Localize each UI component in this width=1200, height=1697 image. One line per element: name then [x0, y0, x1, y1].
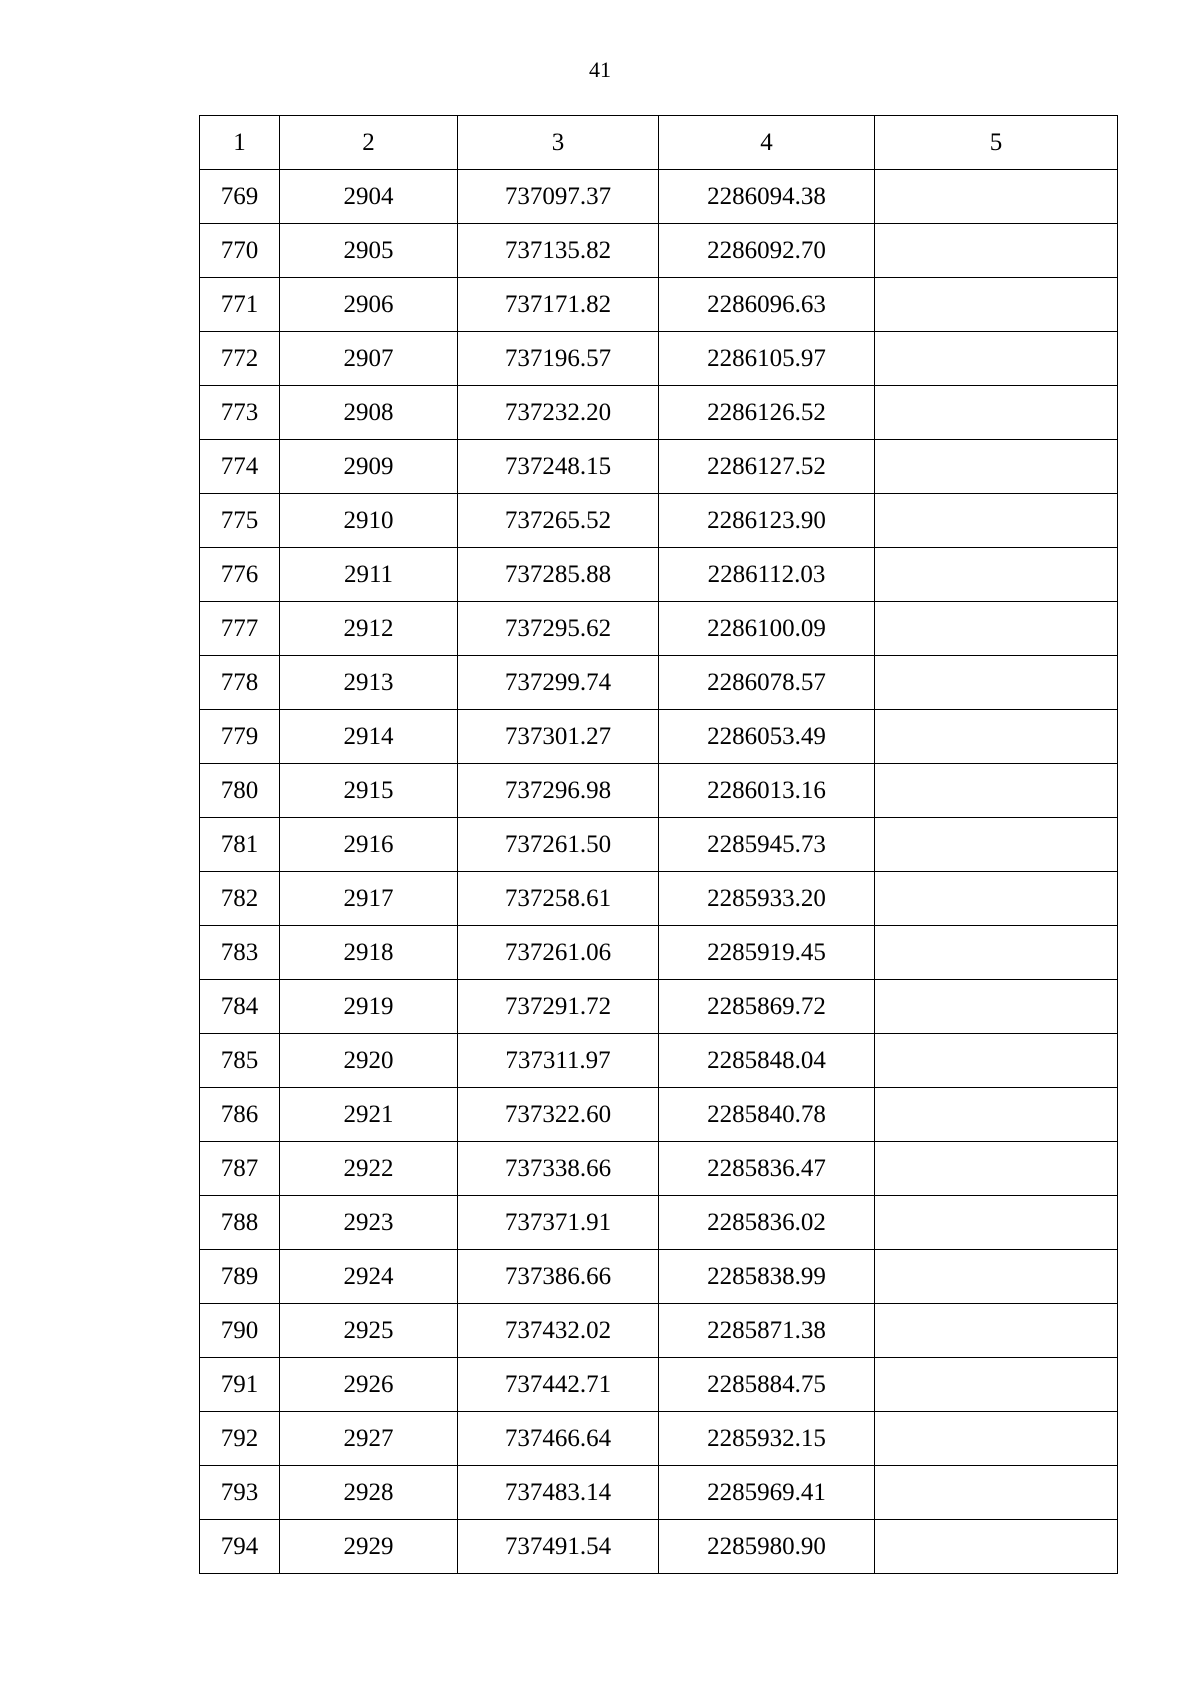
y-coordinate-cell: 2286105.97 [659, 332, 875, 386]
point-number-cell: 2906 [280, 278, 458, 332]
row-index-cell: 770 [200, 224, 280, 278]
x-coordinate-cell: 737491.54 [458, 1520, 659, 1574]
row-index-cell: 772 [200, 332, 280, 386]
note-cell [875, 1358, 1118, 1412]
point-number-cell: 2926 [280, 1358, 458, 1412]
point-number-cell: 2914 [280, 710, 458, 764]
column-header-1: 1 [200, 116, 280, 170]
x-coordinate-cell: 737285.88 [458, 548, 659, 602]
row-index-cell: 788 [200, 1196, 280, 1250]
note-cell [875, 386, 1118, 440]
x-coordinate-cell: 737196.57 [458, 332, 659, 386]
y-coordinate-cell: 2285838.99 [659, 1250, 875, 1304]
x-coordinate-cell: 737295.62 [458, 602, 659, 656]
point-number-cell: 2925 [280, 1304, 458, 1358]
table-row [200, 1088, 1118, 1142]
row-index-cell: 778 [200, 656, 280, 710]
y-coordinate-cell: 2285969.41 [659, 1466, 875, 1520]
table-row [200, 1412, 1118, 1466]
row-index-cell: 787 [200, 1142, 280, 1196]
table-row [200, 548, 1118, 602]
row-index-cell: 779 [200, 710, 280, 764]
table-row [200, 170, 1118, 224]
note-cell [875, 1250, 1118, 1304]
x-coordinate-cell: 737311.97 [458, 1034, 659, 1088]
table-row [200, 980, 1118, 1034]
row-index-cell: 774 [200, 440, 280, 494]
x-coordinate-cell: 737135.82 [458, 224, 659, 278]
point-number-cell: 2912 [280, 602, 458, 656]
table-row [200, 602, 1118, 656]
point-number-cell: 2921 [280, 1088, 458, 1142]
row-index-cell: 769 [200, 170, 280, 224]
note-cell [875, 818, 1118, 872]
y-coordinate-cell: 2286100.09 [659, 602, 875, 656]
point-number-cell: 2924 [280, 1250, 458, 1304]
y-coordinate-cell: 2285933.20 [659, 872, 875, 926]
note-cell [875, 1034, 1118, 1088]
x-coordinate-cell: 737432.02 [458, 1304, 659, 1358]
x-coordinate-cell: 737299.74 [458, 656, 659, 710]
y-coordinate-cell: 2286053.49 [659, 710, 875, 764]
note-cell [875, 548, 1118, 602]
row-index-cell: 783 [200, 926, 280, 980]
row-index-cell: 784 [200, 980, 280, 1034]
note-cell [875, 332, 1118, 386]
note-cell [875, 1196, 1118, 1250]
table-row [200, 764, 1118, 818]
y-coordinate-cell: 2285932.15 [659, 1412, 875, 1466]
table-row [200, 440, 1118, 494]
table-row [200, 1358, 1118, 1412]
point-number-cell: 2915 [280, 764, 458, 818]
row-index-cell: 777 [200, 602, 280, 656]
row-index-cell: 791 [200, 1358, 280, 1412]
row-index-cell: 789 [200, 1250, 280, 1304]
note-cell [875, 1142, 1118, 1196]
note-cell [875, 710, 1118, 764]
row-index-cell: 781 [200, 818, 280, 872]
y-coordinate-cell: 2286123.90 [659, 494, 875, 548]
y-coordinate-cell: 2286078.57 [659, 656, 875, 710]
note-cell [875, 926, 1118, 980]
x-coordinate-cell: 737248.15 [458, 440, 659, 494]
point-number-cell: 2916 [280, 818, 458, 872]
x-coordinate-cell: 737371.91 [458, 1196, 659, 1250]
row-index-cell: 786 [200, 1088, 280, 1142]
note-cell [875, 1466, 1118, 1520]
note-cell [875, 494, 1118, 548]
point-number-cell: 2904 [280, 170, 458, 224]
table-row [200, 1196, 1118, 1250]
y-coordinate-cell: 2286092.70 [659, 224, 875, 278]
table-row [200, 1250, 1118, 1304]
y-coordinate-cell: 2286112.03 [659, 548, 875, 602]
point-number-cell: 2918 [280, 926, 458, 980]
point-number-cell: 2919 [280, 980, 458, 1034]
row-index-cell: 771 [200, 278, 280, 332]
point-number-cell: 2923 [280, 1196, 458, 1250]
row-index-cell: 776 [200, 548, 280, 602]
y-coordinate-cell: 2286094.38 [659, 170, 875, 224]
point-number-cell: 2909 [280, 440, 458, 494]
point-number-cell: 2910 [280, 494, 458, 548]
x-coordinate-cell: 737442.71 [458, 1358, 659, 1412]
y-coordinate-cell: 2285884.75 [659, 1358, 875, 1412]
x-coordinate-cell: 737386.66 [458, 1250, 659, 1304]
y-coordinate-cell: 2285836.02 [659, 1196, 875, 1250]
page-number: 41 [589, 57, 611, 82]
y-coordinate-cell: 2286126.52 [659, 386, 875, 440]
y-coordinate-cell: 2285836.47 [659, 1142, 875, 1196]
x-coordinate-cell: 737171.82 [458, 278, 659, 332]
table-body [200, 170, 1118, 1574]
note-cell [875, 224, 1118, 278]
table-row [200, 656, 1118, 710]
note-cell [875, 170, 1118, 224]
x-coordinate-cell: 737097.37 [458, 170, 659, 224]
point-number-cell: 2911 [280, 548, 458, 602]
table-row [200, 332, 1118, 386]
note-cell [875, 1520, 1118, 1574]
column-header-2: 2 [280, 116, 458, 170]
note-cell [875, 1304, 1118, 1358]
point-number-cell: 2905 [280, 224, 458, 278]
table-row [200, 224, 1118, 278]
x-coordinate-cell: 737232.20 [458, 386, 659, 440]
point-number-cell: 2927 [280, 1412, 458, 1466]
y-coordinate-cell: 2285871.38 [659, 1304, 875, 1358]
x-coordinate-cell: 737291.72 [458, 980, 659, 1034]
point-number-cell: 2920 [280, 1034, 458, 1088]
table-row [200, 818, 1118, 872]
table-row [200, 1034, 1118, 1088]
row-index-cell: 782 [200, 872, 280, 926]
note-cell [875, 1088, 1118, 1142]
table-row [200, 1520, 1118, 1574]
x-coordinate-cell: 737296.98 [458, 764, 659, 818]
point-number-cell: 2917 [280, 872, 458, 926]
y-coordinate-cell: 2286096.63 [659, 278, 875, 332]
y-coordinate-cell: 2285840.78 [659, 1088, 875, 1142]
table-row [200, 1304, 1118, 1358]
y-coordinate-cell: 2285945.73 [659, 818, 875, 872]
row-index-cell: 792 [200, 1412, 280, 1466]
point-number-cell: 2908 [280, 386, 458, 440]
point-number-cell: 2928 [280, 1466, 458, 1520]
x-coordinate-cell: 737466.64 [458, 1412, 659, 1466]
point-number-cell: 2929 [280, 1520, 458, 1574]
row-index-cell: 773 [200, 386, 280, 440]
row-index-cell: 794 [200, 1520, 280, 1574]
x-coordinate-cell: 737301.27 [458, 710, 659, 764]
row-index-cell: 790 [200, 1304, 280, 1358]
table-row [200, 278, 1118, 332]
x-coordinate-cell: 737261.06 [458, 926, 659, 980]
x-coordinate-cell: 737322.60 [458, 1088, 659, 1142]
x-coordinate-cell: 737483.14 [458, 1466, 659, 1520]
x-coordinate-cell: 737338.66 [458, 1142, 659, 1196]
x-coordinate-cell: 737265.52 [458, 494, 659, 548]
note-cell [875, 764, 1118, 818]
column-header-5: 5 [875, 116, 1118, 170]
point-number-cell: 2913 [280, 656, 458, 710]
y-coordinate-cell: 2285919.45 [659, 926, 875, 980]
point-number-cell: 2922 [280, 1142, 458, 1196]
y-coordinate-cell: 2285869.72 [659, 980, 875, 1034]
table-row [200, 386, 1118, 440]
y-coordinate-cell: 2286013.16 [659, 764, 875, 818]
x-coordinate-cell: 737258.61 [458, 872, 659, 926]
table-row [200, 1466, 1118, 1520]
coordinates-table [199, 115, 1118, 1574]
point-number-cell: 2907 [280, 332, 458, 386]
row-index-cell: 775 [200, 494, 280, 548]
table-row [200, 710, 1118, 764]
note-cell [875, 1412, 1118, 1466]
note-cell [875, 656, 1118, 710]
y-coordinate-cell: 2285980.90 [659, 1520, 875, 1574]
column-header-4: 4 [659, 116, 875, 170]
note-cell [875, 980, 1118, 1034]
table-row [200, 494, 1118, 548]
y-coordinate-cell: 2285848.04 [659, 1034, 875, 1088]
note-cell [875, 872, 1118, 926]
table-header-row [200, 116, 1118, 170]
table-row [200, 926, 1118, 980]
note-cell [875, 440, 1118, 494]
y-coordinate-cell: 2286127.52 [659, 440, 875, 494]
table-row [200, 872, 1118, 926]
column-header-3: 3 [458, 116, 659, 170]
row-index-cell: 793 [200, 1466, 280, 1520]
row-index-cell: 780 [200, 764, 280, 818]
table-row [200, 1142, 1118, 1196]
x-coordinate-cell: 737261.50 [458, 818, 659, 872]
note-cell [875, 278, 1118, 332]
note-cell [875, 602, 1118, 656]
row-index-cell: 785 [200, 1034, 280, 1088]
